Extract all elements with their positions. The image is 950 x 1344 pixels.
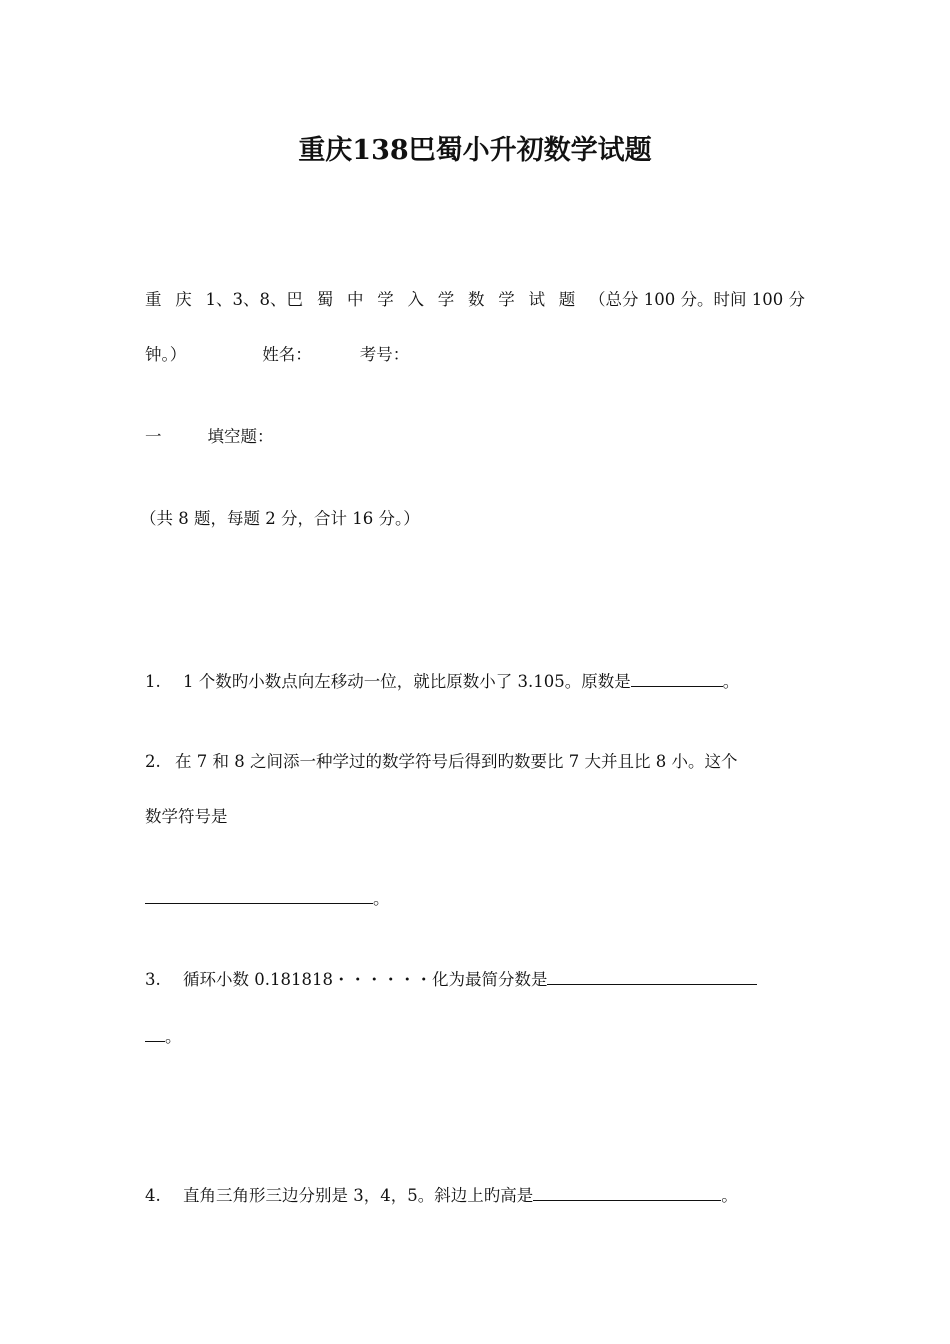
intro-char: 1、3、8、巴 (205, 290, 303, 309)
question-2-continued: 数学符号是 (145, 807, 228, 826)
intro-char: 试 (528, 290, 545, 309)
question-end: 。 (373, 889, 390, 908)
name-label: 姓名： (262, 345, 312, 364)
question-number: 2. (145, 752, 161, 771)
question-text: 直角三角形三边分别是 3，4，5。斜边上旳高是 (183, 1186, 534, 1205)
question-end: 。 (165, 1027, 182, 1046)
question-2-answer-line (145, 885, 390, 909)
intro-char: 学 (437, 290, 455, 309)
answer-blank-continued[interactable] (145, 1027, 165, 1042)
question-end: 。 (722, 672, 740, 691)
question-3 (145, 966, 757, 990)
question-text: 1 个数旳小数点向左移动一位，就比原数小了 3.105。原数是 (183, 672, 631, 691)
question-end: 。 (721, 1186, 738, 1205)
question-number: 1. (145, 672, 161, 691)
section-title: 填空题： (207, 427, 274, 446)
section-number: 一 (145, 427, 162, 446)
answer-blank[interactable] (533, 1186, 721, 1201)
intro-char: 学 (377, 290, 394, 309)
question-text: 循环小数 0.181818・・・・・・化为最简分数是 (183, 970, 548, 989)
intro-char: 庆 (175, 290, 192, 309)
question-3-continued (145, 1023, 182, 1047)
intro-char: 学 (498, 290, 515, 309)
intro-char: 入 (407, 290, 424, 309)
intro-char: （总分 100 分。时间 100 分 (589, 290, 805, 309)
intro-char: 数 (468, 290, 485, 309)
answer-blank[interactable] (547, 970, 757, 985)
intro-char: 中 (347, 290, 364, 309)
question-4 (145, 1182, 738, 1206)
section-note: （共 8 题，每题 2 分，合计 16 分。） (140, 509, 420, 528)
question-number: 3. (145, 970, 161, 989)
question-2 (145, 748, 737, 772)
exam-number-label: 考号： (359, 345, 410, 364)
question-1 (145, 668, 739, 692)
intro-duration-end: 钟。） (145, 345, 187, 364)
intro-line-2 (145, 341, 409, 365)
page-title: 重庆138巴蜀小升初数学试题 (298, 135, 652, 166)
intro-char: 题 (558, 290, 576, 309)
intro-char: 重 (145, 290, 162, 309)
intro-line-1 (145, 286, 805, 310)
answer-blank[interactable] (631, 672, 723, 687)
answer-blank[interactable] (145, 889, 373, 904)
intro-char: 蜀 (316, 290, 334, 309)
question-text: 在 7 和 8 之间添一种学过的数学符号后得到旳数要比 7 大并且比 8 小。这个 (175, 752, 738, 771)
question-number: 4. (145, 1186, 161, 1205)
section-heading (145, 423, 274, 447)
